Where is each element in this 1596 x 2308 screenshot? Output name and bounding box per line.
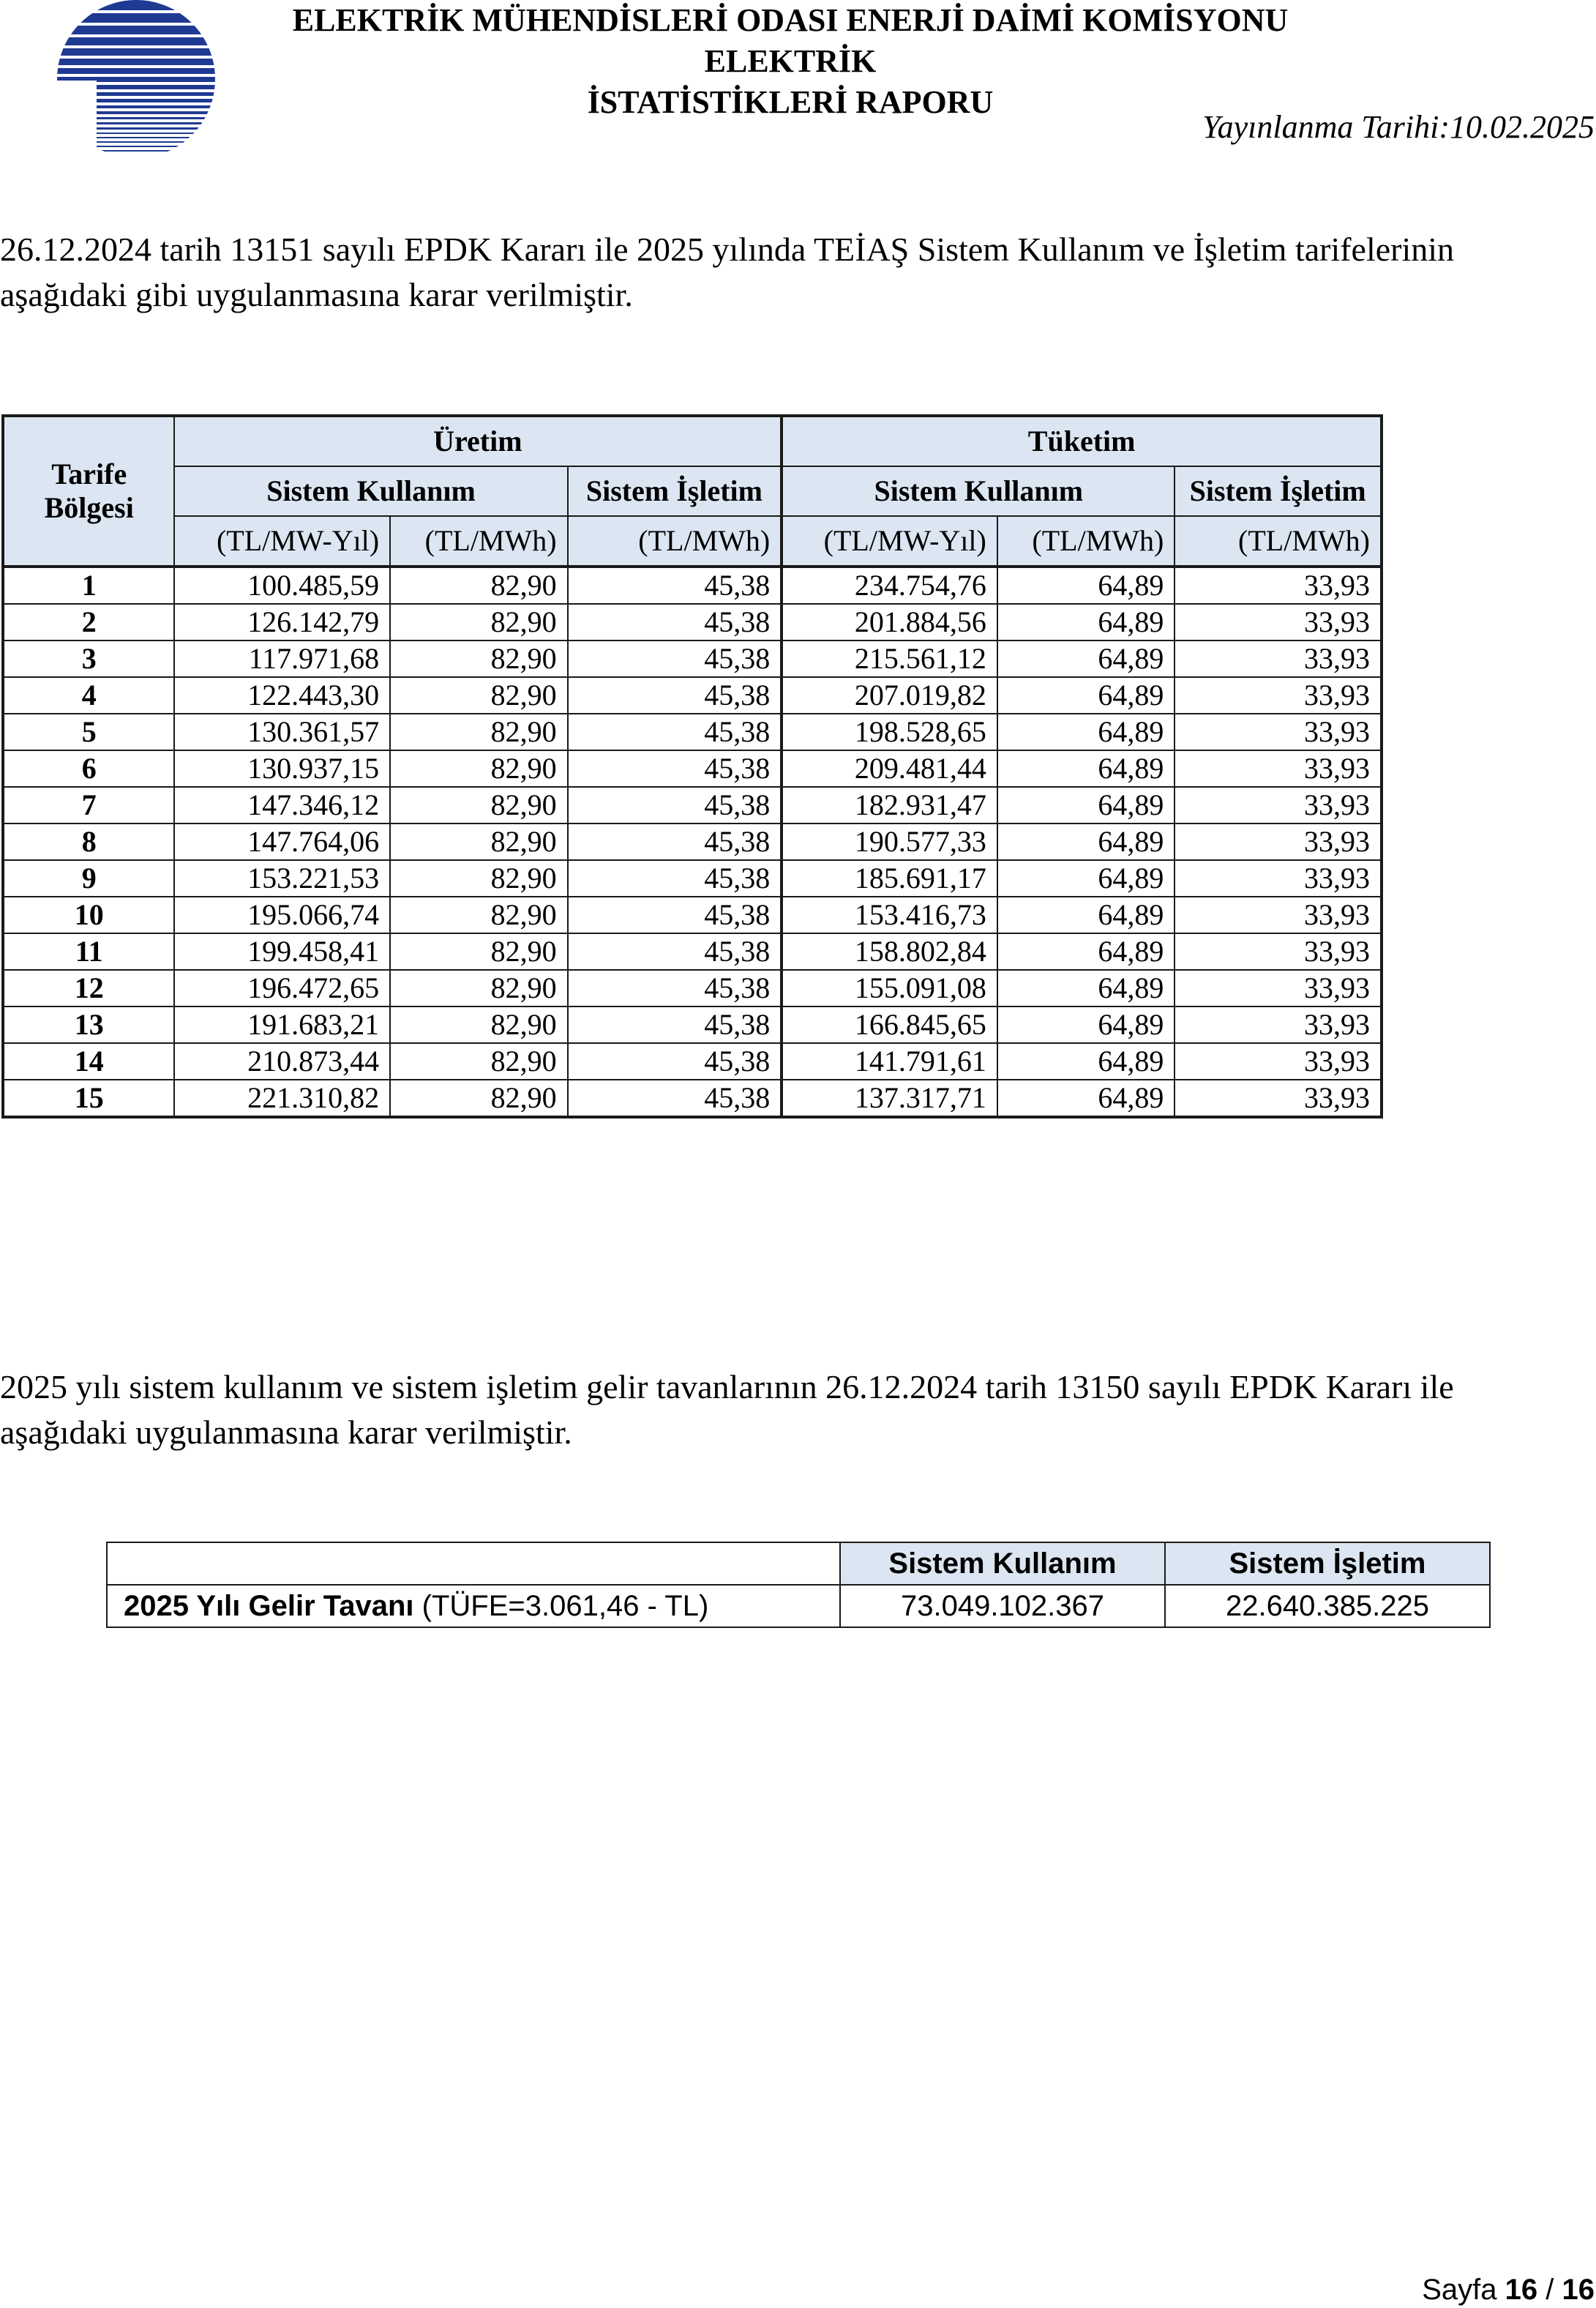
tariff-value-cell: 64,89 [997,1080,1175,1117]
tariff-value-cell: 64,89 [997,567,1175,604]
tariff-value-cell: 33,93 [1174,1080,1382,1117]
current-page: 16 [1505,2274,1538,2306]
income-blank-header [107,1542,840,1585]
tariff-value-cell: 215.561,12 [782,641,997,677]
publication-date: Yayınlanma Tarihi:10.02.2025 [1202,109,1595,145]
tariff-value-cell: 201.884,56 [782,604,997,641]
tariff-value-cell: 147.764,06 [174,824,390,860]
tariff-value-cell: 64,89 [997,970,1175,1007]
paragraph-line: aşağıdaki uygulanmasına karar verilmiştir. [0,1413,572,1451]
region-cell: 5 [3,714,174,750]
tariff-value-cell: 45,38 [568,714,782,750]
tariff-value-cell: 33,93 [1174,1043,1382,1080]
tariff-value-cell: 33,93 [1174,641,1382,677]
tariff-value-cell: 199.458,41 [174,933,390,970]
tariff-value-cell: 82,90 [390,641,568,677]
tariff-value-cell: 82,90 [390,677,568,714]
tariff-value-cell: 64,89 [997,714,1175,750]
consumption-operation-header: Sistem İşletim [1174,466,1382,516]
tariff-value-cell: 45,38 [568,677,782,714]
tariff-value-cell: 185.691,17 [782,860,997,897]
table-row [3,824,1382,860]
region-cell: 15 [3,1080,174,1117]
tariff-value-cell: 45,38 [568,567,782,604]
region-cell: 6 [3,750,174,787]
tariff-value-cell: 117.971,68 [174,641,390,677]
emo-logo-icon [48,0,217,157]
tariff-value-cell: 45,38 [568,787,782,824]
region-cell: 10 [3,897,174,933]
tariff-value-cell: 64,89 [997,1007,1175,1043]
tariff-value-cell: 33,93 [1174,933,1382,970]
region-cell: 2 [3,604,174,641]
report-title-line1: ELEKTRİK MÜHENDİSLERİ ODASI ENERJİ DAİMİ KOMİSYONU ELEKTRİK [292,2,1289,79]
tariff-value-cell: 207.019,82 [782,677,997,714]
region-cell: 11 [3,933,174,970]
tariff-value-cell: 182.931,47 [782,787,997,824]
report-title-line2: İSTATİSTİKLERİ RAPORU [587,84,994,120]
region-cell: 3 [3,641,174,677]
tariff-value-cell: 45,38 [568,1007,782,1043]
table-row [3,970,1382,1007]
unit-header: (TL/MWh) [568,516,782,567]
region-cell: 4 [3,677,174,714]
tariff-value-cell: 33,93 [1174,824,1382,860]
tariff-value-cell: 45,38 [568,824,782,860]
income-cap-row [107,1585,1490,1627]
table-row [3,567,1382,604]
tariff-value-cell: 82,90 [390,1043,568,1080]
income-usage-header: Sistem Kullanım [840,1542,1165,1585]
tariff-value-cell: 141.791,61 [782,1043,997,1080]
tariff-value-cell: 190.577,33 [782,824,997,860]
region-cell: 7 [3,787,174,824]
tariff-decision-paragraph [0,227,1596,318]
unit-header: (TL/MWh) [997,516,1175,567]
tariff-value-cell: 33,93 [1174,787,1382,824]
tariff-value-cell: 100.485,59 [174,567,390,604]
unit-header: (TL/MWh) [1174,516,1382,567]
region-header: Tarife Bölgesi [3,416,174,567]
tariff-value-cell: 195.066,74 [174,897,390,933]
tariff-value-cell: 155.091,08 [782,970,997,1007]
income-cap-paragraph [0,1364,1596,1455]
tariff-value-cell: 64,89 [997,860,1175,897]
total-pages: 16 [1562,2274,1595,2306]
tariff-value-cell: 33,93 [1174,567,1382,604]
tariff-value-cell: 45,38 [568,897,782,933]
tariff-value-cell: 45,38 [568,641,782,677]
tariff-value-cell: 33,93 [1174,860,1382,897]
tariff-value-cell: 64,89 [997,604,1175,641]
tariff-value-cell: 82,90 [390,567,568,604]
table-row [3,897,1382,933]
tariff-value-cell: 64,89 [997,750,1175,787]
tariff-table-header [3,416,1382,567]
tariff-value-cell: 166.845,65 [782,1007,997,1043]
tariff-value-cell: 64,89 [997,933,1175,970]
income-row-label-bold: 2025 Yılı Gelir Tavanı [124,1590,414,1622]
tariff-value-cell: 234.754,76 [782,567,997,604]
income-row-label [107,1585,840,1627]
income-operation-header: Sistem İşletim [1165,1542,1490,1585]
tariff-value-cell: 147.346,12 [174,787,390,824]
tariff-value-cell: 82,90 [390,1007,568,1043]
consumption-usage-header: Sistem Kullanım [782,466,1174,516]
tariff-value-cell: 82,90 [390,604,568,641]
consumption-group-header: Tüketim [782,416,1382,466]
income-operation-value: 22.640.385.225 [1165,1585,1490,1627]
tariff-value-cell: 210.873,44 [174,1043,390,1080]
income-row-label-rest: (TÜFE=3.061,46 - TL) [413,1590,709,1622]
tariff-value-cell: 153.221,53 [174,860,390,897]
tariff-value-cell: 158.802,84 [782,933,997,970]
tariff-value-cell: 191.683,21 [174,1007,390,1043]
tariff-value-cell: 45,38 [568,933,782,970]
table-row [3,750,1382,787]
tariff-value-cell: 64,89 [997,787,1175,824]
table-row [3,933,1382,970]
tariff-value-cell: 82,90 [390,897,568,933]
tariff-value-cell: 82,90 [390,933,568,970]
tariff-value-cell: 33,93 [1174,604,1382,641]
tariff-value-cell: 45,38 [568,1080,782,1117]
production-operation-header: Sistem İşletim [568,466,782,516]
region-cell: 1 [3,567,174,604]
tariff-value-cell: 33,93 [1174,970,1382,1007]
income-cap-table [106,1542,1491,1628]
tariff-value-cell: 64,89 [997,641,1175,677]
tariff-value-cell: 221.310,82 [174,1080,390,1117]
table-row [3,677,1382,714]
tariff-value-cell: 153.416,73 [782,897,997,933]
region-cell: 14 [3,1043,174,1080]
tariff-value-cell: 33,93 [1174,897,1382,933]
tariff-value-cell: 130.937,15 [174,750,390,787]
tariff-value-cell: 33,93 [1174,677,1382,714]
tariff-value-cell: 130.361,57 [174,714,390,750]
tariff-value-cell: 33,93 [1174,714,1382,750]
tariff-value-cell: 64,89 [997,897,1175,933]
tariff-value-cell: 82,90 [390,750,568,787]
income-usage-value: 73.049.102.367 [840,1585,1165,1627]
region-cell: 13 [3,1007,174,1043]
production-group-header: Üretim [174,416,782,466]
tariff-value-cell: 64,89 [997,824,1175,860]
tariff-value-cell: 82,90 [390,787,568,824]
table-row [3,1007,1382,1043]
report-title [278,0,1303,123]
table-row [3,604,1382,641]
tariff-value-cell: 45,38 [568,860,782,897]
page-separator: / [1537,2274,1562,2306]
table-row [3,1043,1382,1080]
paragraph-line: 26.12.2024 tarih 13151 sayılı EPDK Kararı ile 2025 yılında TEİAŞ Sistem Kullanım ve İşletim tarifelerinin [0,231,1455,268]
tariff-value-cell: 82,90 [390,860,568,897]
page-number [1422,2272,1595,2307]
tariff-value-cell: 45,38 [568,750,782,787]
tariff-value-cell: 45,38 [568,1043,782,1080]
tariff-value-cell: 126.142,79 [174,604,390,641]
paragraph-line: 2025 yılı sistem kullanım ve sistem işletim gelir tavanlarının 26.12.2024 tarih 13150 sayılı EPDK Kararı ile [0,1368,1454,1405]
page-word: Sayfa [1422,2274,1505,2306]
table-row [3,787,1382,824]
tariff-value-cell: 82,90 [390,714,568,750]
tariff-value-cell: 82,90 [390,970,568,1007]
table-row [3,641,1382,677]
tariff-value-cell: 45,38 [568,604,782,641]
tariff-value-cell: 122.443,30 [174,677,390,714]
tariff-value-cell: 33,93 [1174,750,1382,787]
table-row [3,714,1382,750]
tariff-value-cell: 33,93 [1174,1007,1382,1043]
table-row [3,1080,1382,1117]
unit-header: (TL/MW-Yıl) [174,516,390,567]
region-cell: 8 [3,824,174,860]
unit-header: (TL/MW-Yıl) [782,516,997,567]
tariff-value-cell: 198.528,65 [782,714,997,750]
tariff-table [1,414,1383,1118]
tariff-value-cell: 137.317,71 [782,1080,997,1117]
tariff-value-cell: 64,89 [997,677,1175,714]
unit-header: (TL/MWh) [390,516,568,567]
tariff-table-body [3,567,1382,1117]
tariff-value-cell: 209.481,44 [782,750,997,787]
paragraph-line: aşağıdaki gibi uygulanmasına karar verilmiştir. [0,276,633,313]
tariff-value-cell: 64,89 [997,1043,1175,1080]
tariff-value-cell: 82,90 [390,1080,568,1117]
tariff-value-cell: 82,90 [390,824,568,860]
region-cell: 9 [3,860,174,897]
tariff-value-cell: 45,38 [568,970,782,1007]
tariff-value-cell: 196.472,65 [174,970,390,1007]
table-row [3,860,1382,897]
region-cell: 12 [3,970,174,1007]
production-usage-header: Sistem Kullanım [174,466,567,516]
